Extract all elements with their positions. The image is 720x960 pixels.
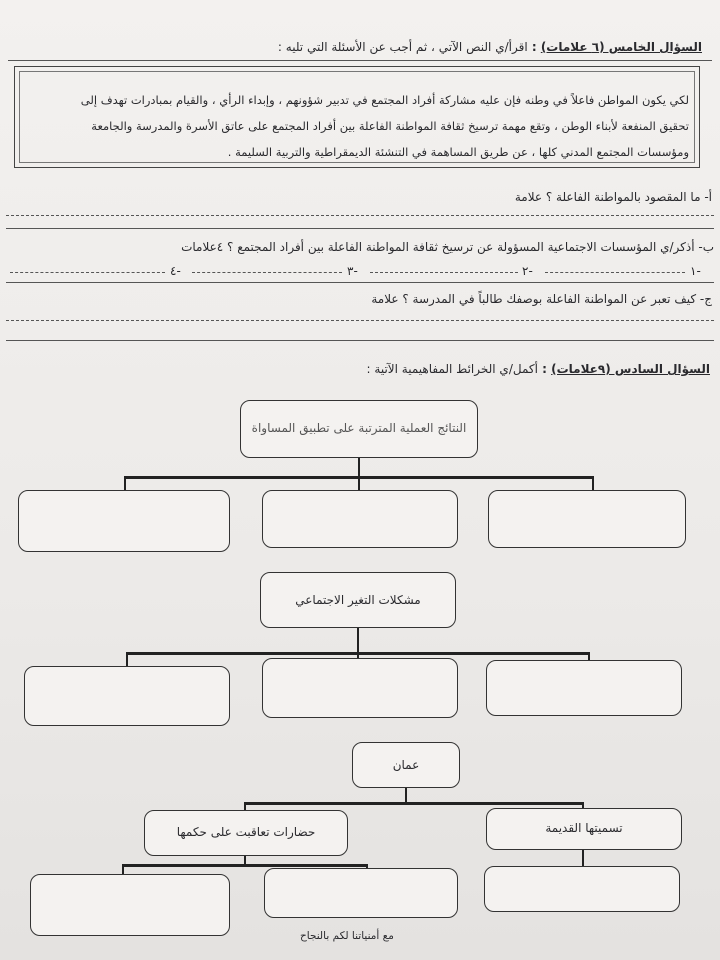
blank-line-4[interactable]: [10, 272, 165, 273]
map3-right-stem: [582, 850, 584, 866]
q5-separator: :: [527, 40, 541, 54]
q6-heading: السؤال السادس (٩علامات): [551, 362, 710, 376]
q5-instruction: اقرأ/ي النص الآتي ، ثم أجب عن الأسئلة التي تليه :: [277, 40, 528, 54]
map3-branch-bar: [244, 802, 584, 805]
map3-root-label: عمان: [392, 758, 420, 772]
map1-drop-right: [592, 476, 594, 490]
map1-stem: [358, 458, 360, 478]
q5-header-rule: [8, 60, 712, 61]
question-a: أ- ما المقصود بالمواطنة الفاعلة ؟ علامة: [514, 190, 712, 204]
map3-branch-label-right: تسميتها القديمة: [545, 821, 623, 835]
map3-child-box-right[interactable]: [484, 866, 680, 912]
map2-stem: [357, 628, 359, 654]
map3-child-box-left[interactable]: [30, 874, 230, 936]
blank-label-3: ٣-: [347, 264, 358, 278]
blank-label-4: ٤-: [170, 264, 181, 278]
map1-child-box-left[interactable]: [18, 490, 230, 552]
map2-drop-left: [126, 652, 128, 666]
map1-root-box: [240, 400, 478, 458]
blank-line-2[interactable]: [370, 272, 518, 273]
answer-line-c[interactable]: [6, 320, 714, 321]
passage-line-2: تحقيق المنفعة لأبناء الوطن ، وتقع مهمة ترسيخ ثقافة المواطنة الفاعلة بين أفراد المجتمع على عاتق الأسرة والمدرسة والجامعة: [91, 119, 689, 133]
map1-child-box-right[interactable]: [488, 490, 686, 548]
divider-c: [6, 340, 714, 341]
map2-child-box-left[interactable]: [24, 666, 230, 726]
answer-line-a[interactable]: [6, 215, 714, 216]
map2-drop-right: [588, 652, 590, 660]
passage-box: [14, 66, 700, 168]
map2-root-label: مشكلات التغير الاجتماعي: [295, 593, 421, 607]
map3-branch-box-left: [144, 810, 348, 856]
map1-drop-center: [358, 476, 360, 490]
map1-root-label: النتائج العملية المترتبة على تطبيق المساواة: [251, 421, 467, 435]
blank-label-1: ١-: [690, 264, 701, 278]
map3-child-box-center[interactable]: [264, 868, 458, 918]
map1-drop-left: [124, 476, 126, 490]
map3-branch-label-left: حضارات تعاقبت على حكمها: [176, 825, 316, 839]
map2-child-box-center[interactable]: [262, 658, 458, 718]
question-c: ج- كيف تعبر عن المواطنة الفاعلة بوصفك طالباً في المدرسة ؟ علامة: [371, 292, 712, 306]
divider-b: [6, 282, 714, 283]
passage-line-1: لكي يكون المواطن فاعلاً في وطنه فإن عليه مشاركة أفراد المجتمع في تدبير شؤونهم ، وإبداء الرأي ، والقيام بمبادرات تهدف إلى: [80, 93, 689, 107]
question-b: ب- أذكر/ي المؤسسات الاجتماعية المسؤولة عن ترسيخ ثقافة المواطنة الفاعلة بين أفراد المجتمع ؟ ٤علامات: [181, 240, 714, 254]
q5-heading: السؤال الخامس (٦ علامات): [540, 40, 702, 54]
map3-left-sub-bar: [122, 864, 368, 867]
divider-a: [6, 228, 714, 229]
passage-line-3: ومؤسسات المجتمع المدني كلها ، عن طريق المساهمة في التنشئة الديمقراطية والتربية السليمة .: [227, 145, 689, 159]
blank-label-2: ٢-: [522, 264, 533, 278]
map2-child-box-right[interactable]: [486, 660, 682, 716]
blank-line-3[interactable]: [192, 272, 342, 273]
map1-child-box-center[interactable]: [262, 490, 458, 548]
q6-separator: :: [537, 362, 552, 376]
map3-branch-box-right: [486, 808, 682, 850]
footer-wish: مع أمنياتنا لكم بالنجاح: [300, 930, 394, 942]
map3-left-sub-drop-1: [122, 864, 124, 874]
blank-line-1[interactable]: [545, 272, 685, 273]
map3-root-box: [352, 742, 460, 788]
q6-instruction: أكمل/ي الخرائط المفاهيمية الآتية :: [366, 362, 538, 376]
q5-header-row: [278, 40, 702, 54]
q6-header-row: [367, 362, 710, 376]
map2-root-box: [260, 572, 456, 628]
